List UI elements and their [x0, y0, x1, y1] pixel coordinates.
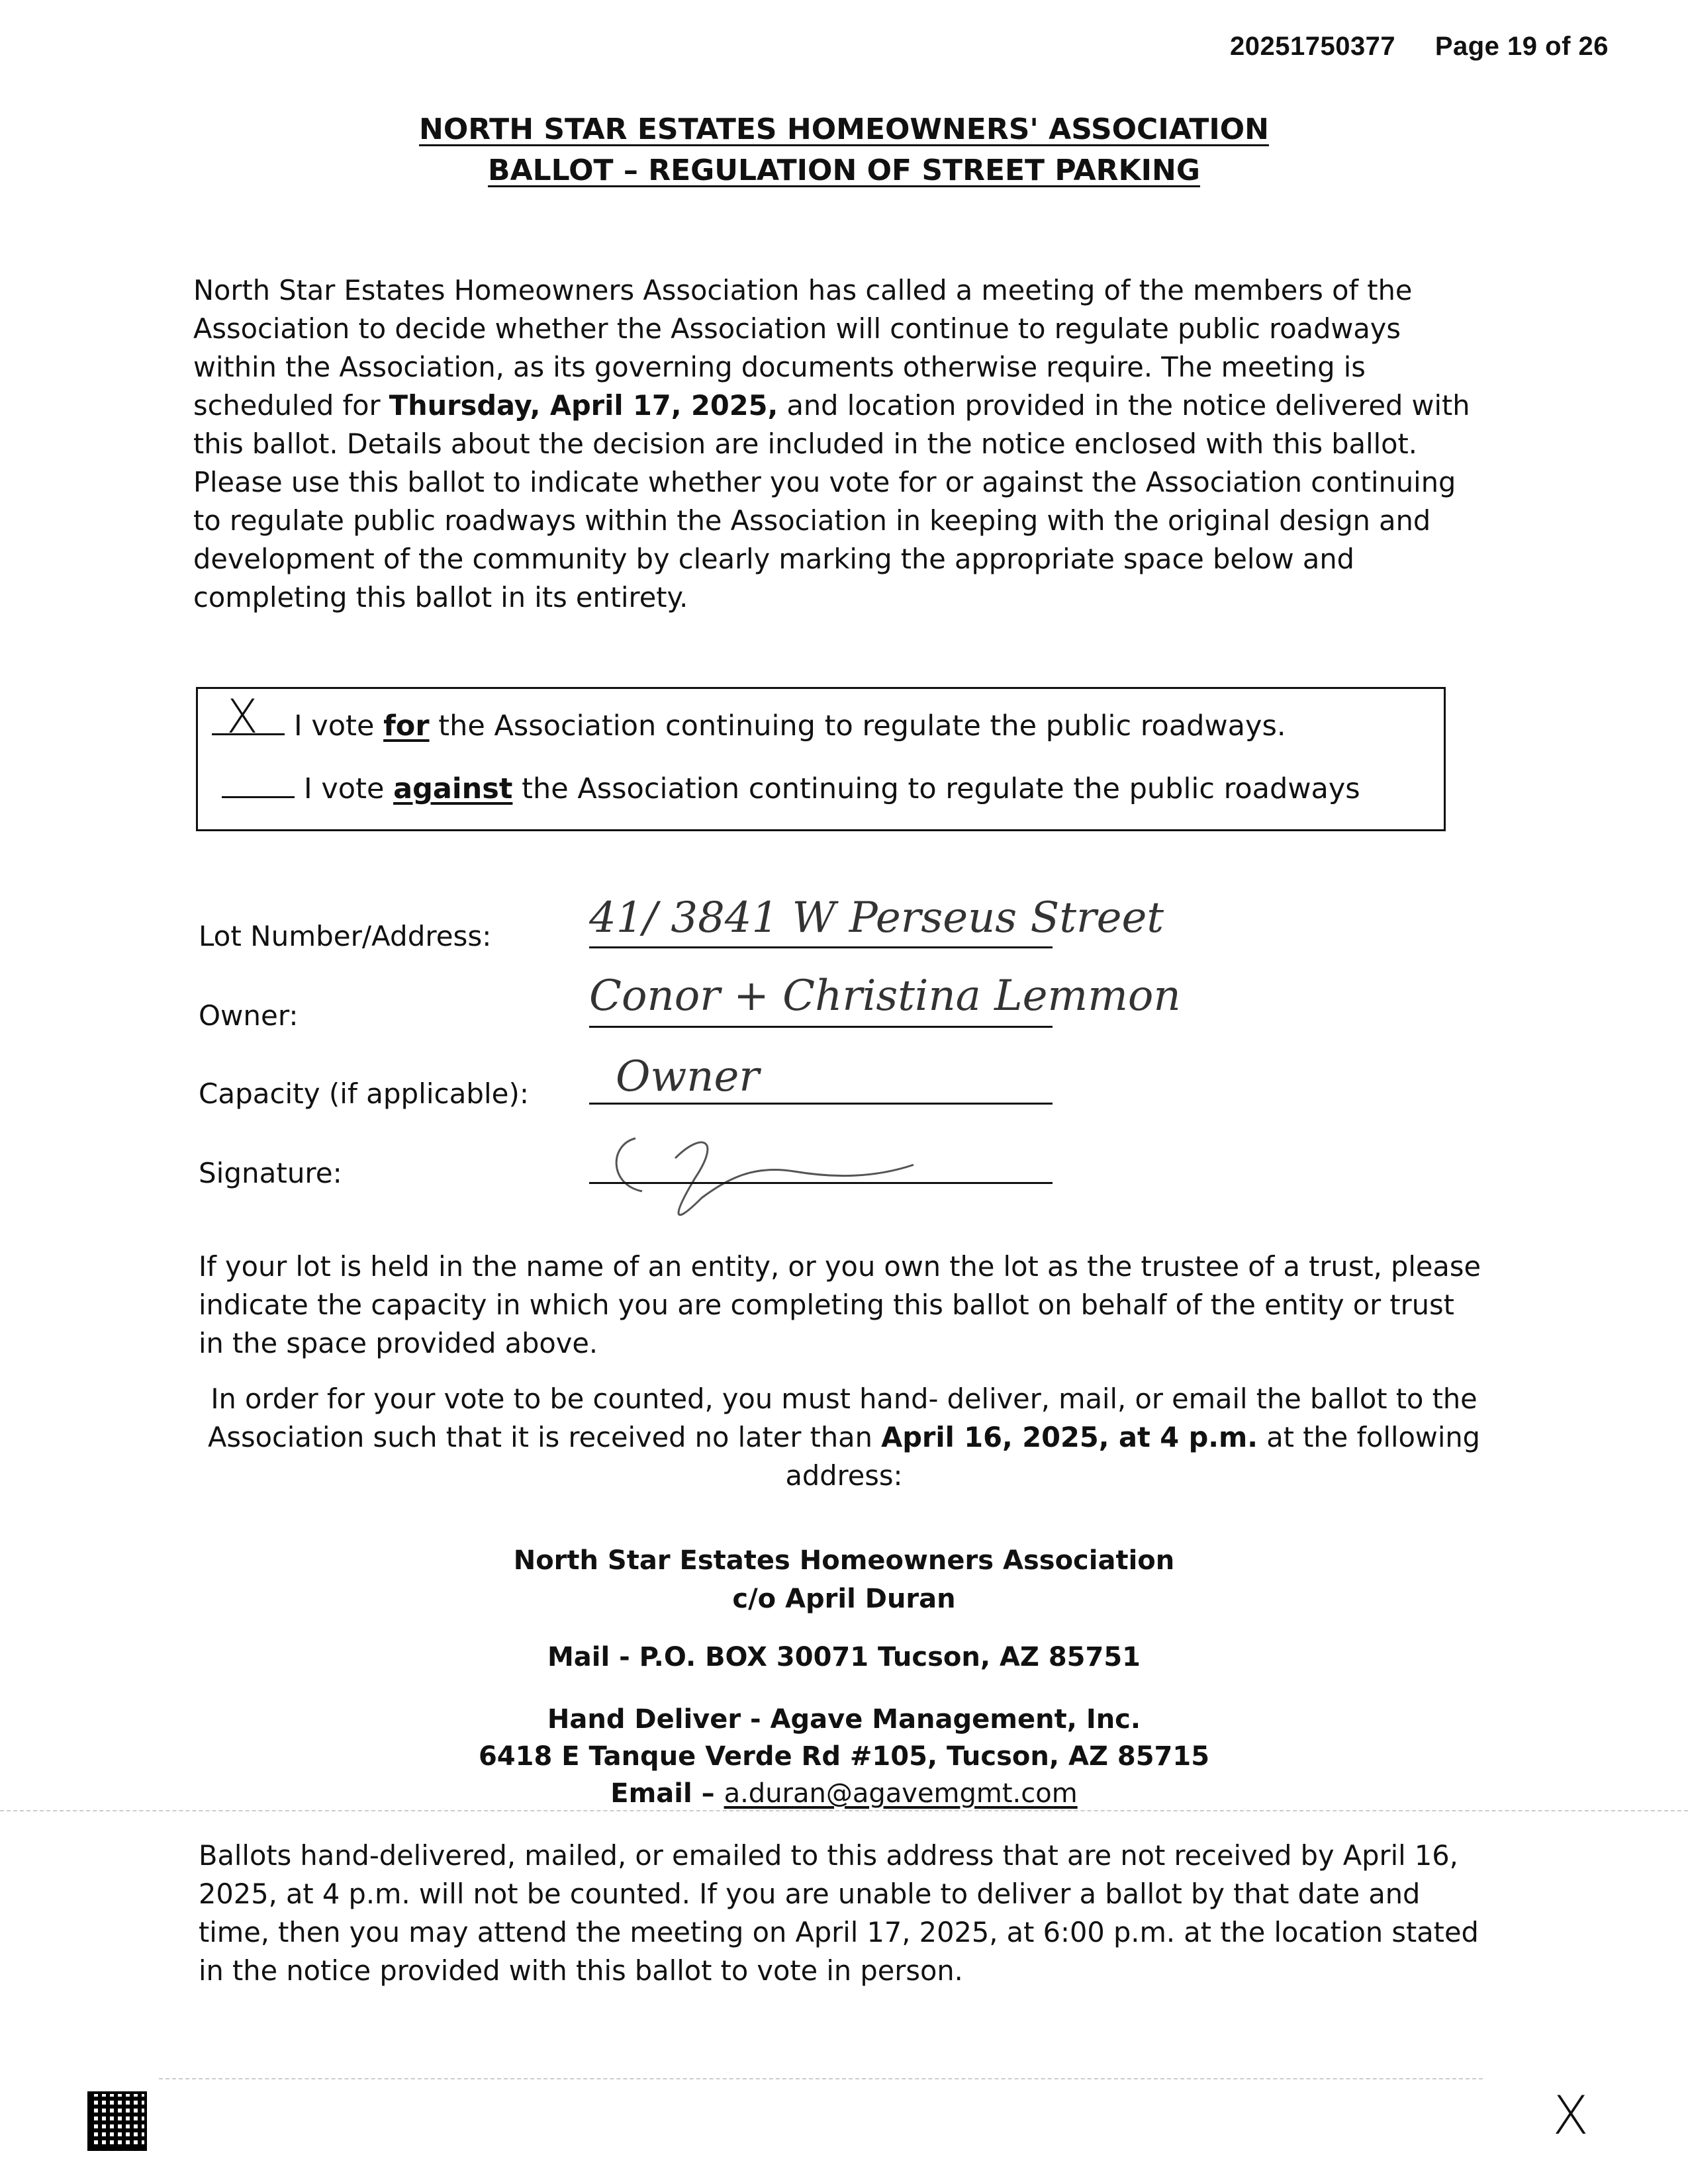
address-street: 6418 E Tanque Verde Rd #105, Tucson, AZ 85715: [478, 1741, 1210, 1772]
signature-line: [589, 1182, 1053, 1184]
capacity-field[interactable]: Owner: [616, 1052, 759, 1101]
vote-for-prefix: I vote: [294, 709, 384, 743]
owner-line: [589, 1026, 1053, 1028]
vote-for-checkbox[interactable]: [212, 690, 285, 744]
lot-label: Lot Number/Address:: [199, 920, 492, 952]
address-email-line: [0, 1775, 1688, 1812]
capacity-label: Capacity (if applicable):: [199, 1077, 530, 1110]
page-title: NORTH STAR ESTATES HOMEOWNERS' ASSOCIATION: [419, 113, 1269, 146]
qr-code-icon: [87, 2091, 147, 2151]
document-number: 20251750377: [1229, 32, 1396, 61]
signature-field[interactable]: [596, 1118, 1006, 1231]
intro-text: North Star Estates Homeowners Association has called a meeting of the members of the Association to decide whether the Association will continue to regulate public roadways within the Association, as its governing documents otherwise require. The meeting is scheduled for: [193, 274, 1413, 422]
vote-against-prefix: I vote: [304, 772, 394, 805]
deadline-paragraph: [199, 1380, 1489, 1495]
vote-for-keyword: for: [383, 709, 430, 743]
email-label: Email –: [610, 1778, 724, 1809]
owner-field[interactable]: Conor + Christina Lemmon: [589, 972, 1181, 1021]
vote-against-keyword: against: [393, 772, 513, 805]
scan-divider-bottom: [159, 2078, 1483, 2079]
signature-stroke: [616, 1138, 914, 1215]
lot-field[interactable]: 41/ 3841 W Perseus Street: [589, 893, 1164, 942]
capacity-line: [589, 1103, 1053, 1105]
page-subtitle: BALLOT – REGULATION OF STREET PARKING: [488, 154, 1200, 187]
email-link[interactable]: a.duran@agavemgmt.com: [724, 1778, 1078, 1809]
owner-label: Owner:: [199, 999, 299, 1032]
vote-option-against[interactable]: [222, 771, 1360, 805]
address-org: North Star Estates Homeowners Association: [513, 1545, 1175, 1576]
deadline-text: In order for your vote to be counted, you must hand- deliver, mail, or email the ballot to the Association such that it is received no later than: [207, 1383, 1477, 1453]
intro-text-continued: and location provided in the notice delivered with this ballot. Details about the decision are included in the notice enclosed with this ballot. Please use this ballot to indicate whether you vote for or against the Association continuing to regulate public roadways within the Association in keeping with the original design and development of the community by clearly marking the appropriate space below and completing this ballot in its entirety.: [193, 389, 1470, 614]
corner-mark: X: [1552, 2085, 1589, 2146]
intro-paragraph: [193, 271, 1484, 617]
address-care-of: c/o April Duran: [732, 1584, 956, 1614]
document-header: [1230, 32, 1609, 62]
entity-note: If your lot is held in the name of an entity, or you own the lot as the trustee of a trust, please indicate the capacity in which you are completing this ballot on behalf of the entity or trust in the space provided above.: [199, 1250, 1481, 1359]
meeting-date: Thursday, April 17, 2025,: [389, 389, 778, 422]
signature-label: Signature:: [199, 1157, 342, 1189]
lot-line: [589, 946, 1053, 948]
scan-divider: [0, 1810, 1688, 1811]
page-indicator: Page 19 of 26: [1434, 32, 1609, 61]
deadline-text-continued: at the following address:: [785, 1421, 1481, 1492]
address-mail: Mail - P.O. BOX 30071 Tucson, AZ 85751: [547, 1642, 1141, 1672]
deadline-date: April 16, 2025, at 4 p.m.: [881, 1421, 1258, 1453]
vote-for-suffix: the Association continuing to regulate the public roadways.: [429, 709, 1286, 743]
vote-against-suffix: the Association continuing to regulate the public roadways: [512, 772, 1360, 805]
address-hand-deliver: Hand Deliver - Agave Management, Inc.: [547, 1704, 1141, 1735]
vote-for-mark: X: [226, 690, 258, 744]
vote-against-checkbox[interactable]: [222, 771, 295, 798]
footer-note: Ballots hand-delivered, mailed, or emailed to this address that are not received by April 16, 2025, at 4 p.m. will not be counted. If you are unable to deliver a ballot by that date and time, then you may attend the meeting on April 17, 2025, at 6:00 p.m. at the location stated in the notice provided with this ballot to vote in person.: [199, 1839, 1479, 1987]
vote-option-for[interactable]: [212, 690, 1286, 744]
